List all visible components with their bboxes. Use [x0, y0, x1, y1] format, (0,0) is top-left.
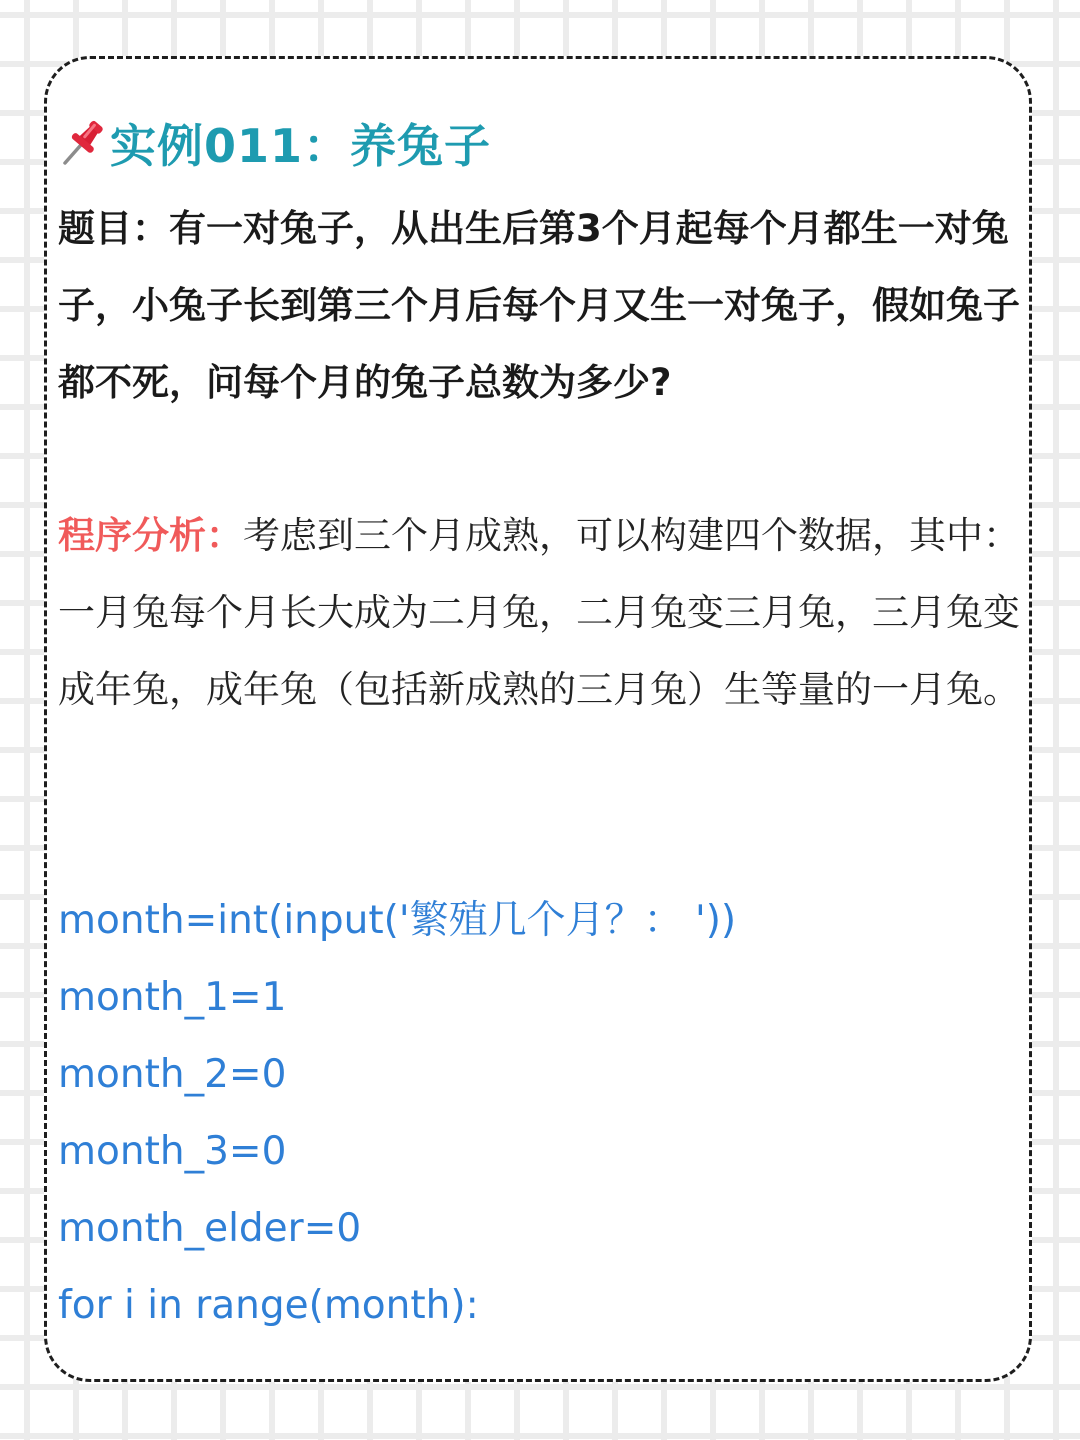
title-text: 实例011：养兔子: [110, 119, 492, 173]
code-line: month_elder=0: [58, 1206, 362, 1251]
code-line: month_2=0: [58, 1052, 287, 1097]
code-line: month_1=1: [58, 975, 287, 1020]
analysis-label: 程序分析：: [58, 514, 243, 557]
pushpin-icon: [58, 118, 108, 168]
code-line: month=int(input('繁殖几个月？： ')): [58, 898, 737, 943]
code-line: month_3=0: [58, 1129, 287, 1174]
page-title: [58, 108, 491, 178]
code-block: [58, 882, 1018, 1344]
analysis-paragraph: [58, 497, 1028, 728]
code-line: for i in range(month):: [58, 1283, 479, 1328]
analysis-text: 考虑到三个月成熟，可以构建四个数据，其中：一月兔每个月长大成为二月兔，二月兔变三月兔，三月兔变成年兔，成年兔（包括新成熟的三月兔）生等量的一月兔。: [58, 514, 1020, 711]
question-text: 题目：有一对兔子，从出生后第3个月起每个月都生一对兔子，小兔子长到第三个月后每个月又生一对兔子，假如兔子都不死，问每个月的兔子总数为多少?: [58, 207, 1020, 404]
